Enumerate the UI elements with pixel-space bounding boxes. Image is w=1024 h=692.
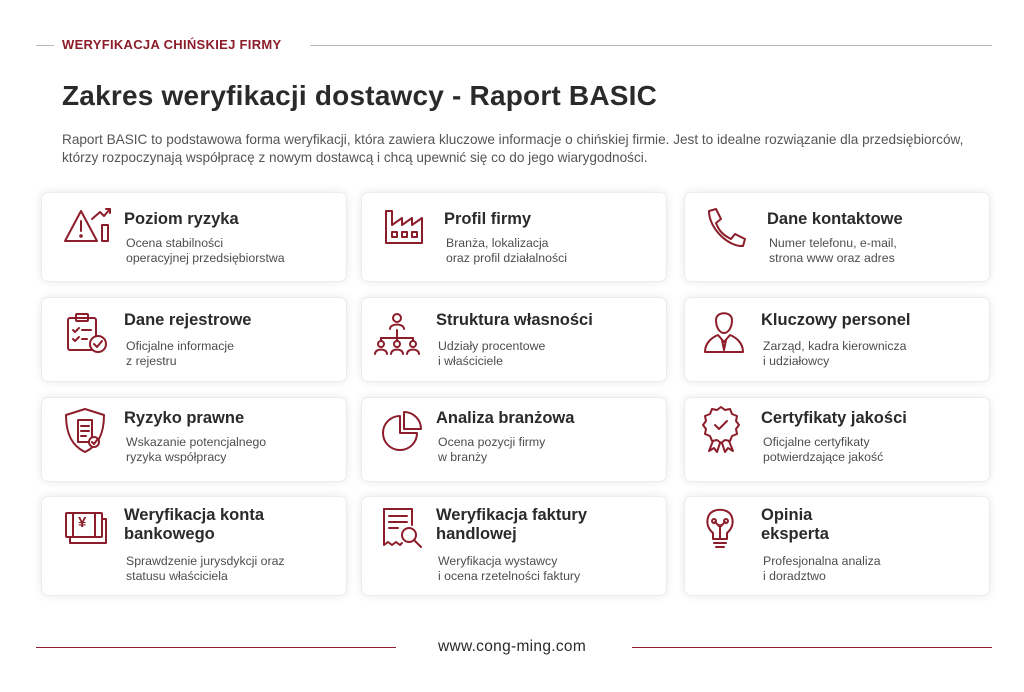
card-description: Profesjonalna analiza i doradztwo — [763, 554, 881, 583]
card-opinia-eksperta — [684, 496, 990, 596]
card-dane-kontaktowe — [684, 192, 990, 282]
factory-icon — [382, 205, 432, 255]
card-title: Kluczowy personel — [761, 311, 911, 329]
card-description: Oficjalne certyfikaty potwierdzające jakość — [763, 435, 884, 464]
card-description: Udziały procentowe i właściciele — [438, 339, 546, 368]
card-description: Zarząd, kadra kierownicza i udziałowcy — [763, 339, 907, 368]
phone-icon — [701, 205, 751, 255]
shield-document-icon — [62, 406, 112, 456]
card-description: Branża, lokalizacja oraz profil działalności — [446, 236, 567, 265]
card-ryzyko-prawne — [41, 397, 347, 482]
card-dane-rejestrowe — [41, 297, 347, 382]
invoice-magnifier-icon — [378, 505, 428, 555]
footer-url[interactable]: www.cong-ming.com — [437, 638, 587, 655]
card-description: Sprawdzenie jurysdykcji oraz statusu właściciela — [126, 554, 285, 583]
card-title: Struktura własności — [436, 311, 593, 329]
card-struktura-wlasnosci — [361, 297, 667, 382]
risk-chart-icon — [62, 205, 112, 255]
page-title: Zakres weryfikacji dostawcy - Raport BASIC — [62, 80, 658, 111]
yen-symbol: ¥ — [78, 514, 87, 531]
card-title: Weryfikacja faktury handlowej — [436, 506, 588, 543]
card-title: Dane kontaktowe — [767, 210, 903, 228]
lightbulb-icon — [699, 503, 749, 553]
footer-rule-right — [632, 647, 992, 648]
card-title: Opinia eksperta — [761, 506, 829, 543]
section-kicker: WERYFIKACJA CHIŃSKIEJ FIRMY — [62, 37, 282, 52]
card-description: Numer telefonu, e-mail, strona www oraz adres — [769, 236, 897, 265]
card-certyfikaty-jakosci — [684, 397, 990, 482]
card-title: Profil firmy — [444, 210, 532, 228]
card-profil-firmy — [361, 192, 667, 282]
header-rule-left — [36, 45, 54, 46]
yen-banknote-icon — [62, 505, 112, 555]
card-title: Certyfikaty jakości — [761, 409, 907, 427]
card-description: Weryfikacja wystawcy i ocena rzetelności faktury — [438, 554, 581, 583]
clipboard-check-icon — [62, 310, 112, 360]
card-description: Wskazanie potencjalnego ryzyka współpracy — [126, 435, 267, 464]
card-description: Oficjalne informacje z rejestru — [126, 339, 234, 368]
card-analiza-branzowa — [361, 397, 667, 482]
card-description: Ocena stabilności operacyjnej przedsiębiorstwa — [126, 236, 285, 265]
header-rule-right — [310, 45, 992, 46]
intro-paragraph: Raport BASIC to podstawowa forma weryfikacji, która zawiera kluczowe informacje o chińskiej firmie. Jest to idealne rozwiązanie dla przedsiębiorców, którzy rozpoczynają współpracę z nowym dostawcą i chcą upewnić się co do jego wiarygodności. — [62, 132, 964, 165]
org-structure-icon — [372, 310, 422, 360]
person-tie-icon — [699, 306, 749, 356]
pie-chart-icon — [378, 408, 428, 458]
card-title: Dane rejestrowe — [124, 311, 252, 329]
card-title: Ryzyko prawne — [124, 409, 245, 427]
badge-check-icon — [699, 404, 749, 454]
card-title: Analiza branżowa — [436, 409, 575, 427]
card-title: Poziom ryzyka — [124, 210, 239, 228]
card-poziom-ryzyka — [41, 192, 347, 282]
card-weryfikacja-faktury — [361, 496, 667, 596]
card-kluczowy-personel — [684, 297, 990, 382]
card-weryfikacja-konta — [41, 496, 347, 596]
card-description: Ocena pozycji firmy w branży — [438, 435, 546, 464]
card-title: Weryfikacja konta bankowego — [124, 506, 265, 543]
